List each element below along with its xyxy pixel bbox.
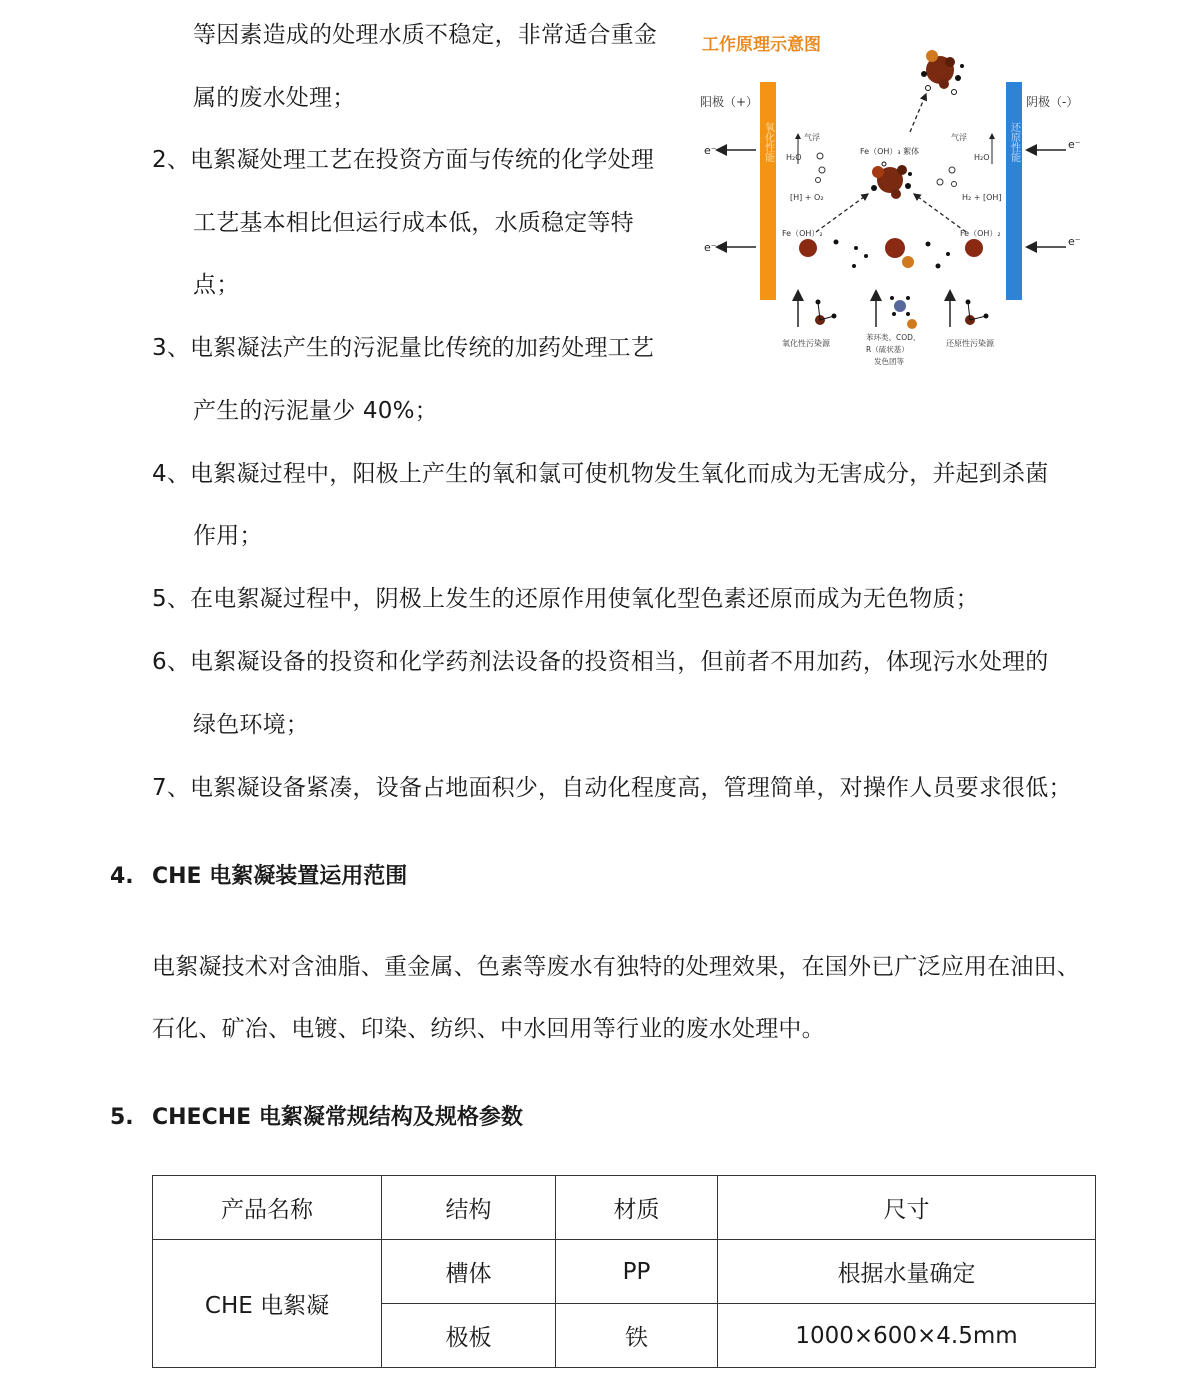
table-row: [153, 1240, 1096, 1304]
spec-table: [152, 1175, 1096, 1368]
particle-row: [799, 238, 983, 269]
body-text-line: 点；: [193, 272, 240, 298]
table-cell-product: CHE 电絮凝: [153, 1240, 382, 1368]
floc-cluster-top: [921, 50, 964, 95]
ferrous-hydroxide-label: Fe（OH）₂: [782, 229, 823, 238]
section-number: 4.: [110, 864, 134, 889]
floc-cluster-center: [871, 162, 912, 199]
pollutant-label: 发色团等: [874, 357, 904, 366]
body-text-line: 工艺基本相比但运行成本低，水质稳定等特: [193, 210, 634, 236]
bubble: [816, 178, 821, 183]
ferrous-hydroxide-label: Fe（OH）₂: [960, 229, 1001, 238]
oxygen-equation: [H] + O₂: [790, 193, 824, 202]
table-cell: 铁: [556, 1304, 718, 1368]
electron-label: e⁻: [704, 241, 717, 254]
reaction-arrow: [816, 194, 868, 232]
table-header-cell: 结构: [382, 1176, 556, 1240]
cathode-label: 阴极（-）: [1026, 95, 1079, 109]
oxidizable-molecule: [815, 300, 837, 326]
table-header-cell: 产品名称: [153, 1176, 382, 1240]
list-number: 4、: [152, 461, 191, 487]
list-item-text: 电絮凝过程中，阳极上产生的氧和氯可使机物发生氧化而成为无害成分，并起到杀菌: [190, 461, 1049, 487]
list-number: 2、: [152, 147, 191, 173]
pollutant-label: R（硫状基）: [866, 345, 909, 354]
working-principle-diagram: [696, 22, 1096, 374]
table-cell: 极板: [382, 1304, 556, 1368]
list-item-3: [152, 333, 654, 363]
list-item-text: 电絮凝设备的投资和化学药剂法设备的投资相当，但前者不用加药，体现污水处理的: [190, 649, 1049, 675]
body-text-line: 等因素造成的处理水质不稳定，非常适合重金: [193, 22, 657, 48]
body-text-line: 电絮凝技术对含油脂、重金属、色素等废水有独特的处理效果，在国外已广泛应用在油田、: [152, 954, 1080, 980]
bubble: [952, 182, 957, 187]
cathode-bar-label: 还原性能: [1008, 122, 1020, 162]
bubble: [819, 167, 825, 173]
list-item-7: [152, 773, 1072, 803]
section-title: CHE 电絮凝装置运用范围: [152, 864, 408, 889]
body-text-line: 石化、矿冶、电镀、印染、纺织、中水回用等行业的废水处理中。: [152, 1016, 825, 1042]
electron-label: e⁻: [1068, 235, 1081, 248]
list-item-text: 在电絮凝过程中，阴极上发生的还原作用使氧化型色素还原而成为无色物质；: [190, 586, 979, 612]
section-heading-4: [110, 862, 407, 892]
bubble: [937, 179, 943, 185]
figure-title: 工作原理示意图: [702, 35, 821, 55]
water-label: H₂O: [786, 153, 802, 162]
list-item-2: [152, 145, 654, 175]
cathode-plate: [1006, 82, 1022, 300]
body-text-line: 属的废水处理；: [193, 85, 356, 111]
list-item-4: [152, 459, 1048, 489]
anode-bar-label: 氧化性能: [762, 122, 774, 162]
list-number: 7、: [152, 775, 191, 801]
table-cell: 根据水量确定: [718, 1240, 1096, 1304]
table-cell: 槽体: [382, 1240, 556, 1304]
floc-label: Fe（OH）₃ 絮体: [860, 147, 920, 156]
list-item-text: 电絮凝设备紧凑，设备占地面积少，自动化程度高，管理简单，对操作人员要求很低；: [190, 775, 1072, 801]
list-number: 5、: [152, 586, 191, 612]
section-number: 5.: [110, 1105, 134, 1130]
water-label: H₂O: [974, 153, 990, 162]
anode-plate: [760, 82, 776, 300]
pollutant-label: 还原性污染源: [946, 339, 994, 348]
anode-label: 阳极（+）: [700, 95, 759, 109]
list-item-text: 电絮凝法产生的污泥量比传统的加药处理工艺: [190, 335, 655, 361]
list-number: 6、: [152, 649, 191, 675]
gas-label: 气浮: [804, 133, 820, 142]
table-cell: 1000×600×4.5mm: [718, 1304, 1096, 1368]
table-header-cell: 尺寸: [718, 1176, 1096, 1240]
organic-molecule: [890, 296, 917, 329]
section-heading-5: [110, 1103, 523, 1133]
section-title: CHECHE 电絮凝常规结构及规格参数: [152, 1105, 523, 1130]
pollutant-label: 苯环类、COD、: [866, 333, 921, 342]
reaction-arrow: [914, 194, 966, 232]
list-number: 3、: [152, 335, 191, 361]
electron-label: e⁻: [1068, 138, 1081, 151]
hydrogen-equation: H₂ + [OH]: [962, 193, 1002, 202]
gas-label: 气浮: [951, 133, 967, 142]
list-item-6: [152, 647, 1048, 677]
bubble: [817, 153, 823, 159]
electron-label: e⁻: [704, 144, 717, 157]
rise-arrow: [910, 94, 926, 132]
bubble: [949, 167, 955, 173]
body-text-line: 绿色环境；: [193, 712, 309, 738]
reducible-molecule: [965, 300, 989, 326]
table-header-cell: 材质: [556, 1176, 718, 1240]
table-cell: PP: [556, 1240, 718, 1304]
body-text-line: 产生的污泥量少 40%；: [193, 398, 438, 424]
body-text-line: 作用；: [193, 523, 263, 549]
table-header-row: [153, 1176, 1096, 1240]
pollutant-label: 氧化性污染源: [782, 339, 830, 348]
list-item-text: 电絮凝处理工艺在投资方面与传统的化学处理: [190, 147, 655, 173]
list-item-5: [152, 584, 979, 614]
